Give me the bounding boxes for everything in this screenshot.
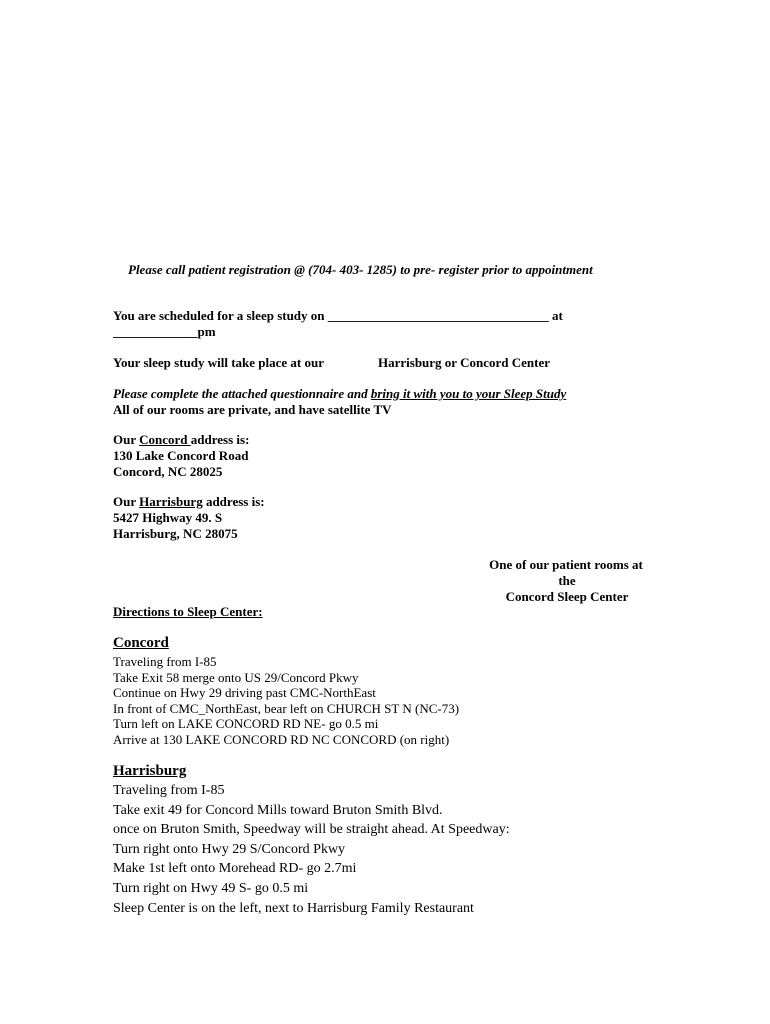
list-item: Turn right on Hwy 49 S- go 0.5 mi bbox=[113, 880, 309, 896]
concord-street: 130 Lake Concord Road bbox=[113, 448, 249, 463]
location-prefix: Your sleep study will take place at our bbox=[113, 355, 325, 370]
list-item: Take Exit 58 merge onto US 29/Concord Pkwy bbox=[113, 669, 359, 685]
scheduled-time-line: _____________pm bbox=[113, 324, 216, 339]
photo-caption-line3: Concord Sleep Center bbox=[505, 589, 629, 604]
list-item: Continue on Hwy 29 driving past CMC-NorthEast bbox=[113, 685, 376, 700]
list-item: Traveling from I-85 bbox=[113, 783, 225, 798]
harrisburg-address-label: Our Harrisburg address is: bbox=[113, 494, 265, 509]
list-item: Arrive at 130 LAKE CONCORD RD NC CONCORD (on right) bbox=[113, 731, 450, 747]
concord-address-label: Our Concord address is: bbox=[113, 432, 250, 447]
harrisburg-city: Harrisburg, NC 28075 bbox=[113, 526, 238, 541]
list-item: Traveling from I-85 bbox=[113, 654, 217, 669]
photo-caption-line1: One of our patient rooms at bbox=[489, 557, 643, 572]
harrisburg-street: 5427 Highway 49. S bbox=[113, 510, 223, 525]
concord-city: Concord, NC 28025 bbox=[113, 464, 223, 479]
concord-directions-list bbox=[113, 654, 459, 747]
rooms-note: All of our rooms are private, and have satellite TV bbox=[113, 402, 392, 417]
list-item: Turn right onto Hwy 29 S/Concord Pkwy bbox=[113, 841, 346, 857]
questionnaire-emphasis: bring it with you to your Sleep Study bbox=[370, 386, 567, 401]
scheduled-line: You are scheduled for a sleep study on __________________________________ at bbox=[113, 308, 563, 323]
questionnaire-instruction bbox=[113, 386, 566, 402]
list-item: Sleep Center is on the left, next to Harrisburg Family Restaurant bbox=[113, 900, 474, 916]
list-item: Take exit 49 for Concord Mills toward Bruton Smith Blvd. bbox=[113, 802, 443, 818]
list-item: In front of CMC_NorthEast, bear left on CHURCH ST N (NC-73) bbox=[113, 700, 460, 716]
concord-name: Concord bbox=[139, 432, 191, 447]
registration-notice: Please call patient registration @ (704- 403- 1285) to pre- register prior to appointment bbox=[128, 262, 593, 277]
harrisburg-name: Harrisburg bbox=[139, 494, 203, 509]
list-item: once on Bruton Smith, Speedway will be straight ahead. At Speedway: bbox=[113, 822, 510, 838]
harrisburg-directions-heading: Harrisburg bbox=[113, 763, 187, 779]
harrisburg-address-block bbox=[113, 494, 265, 542]
questionnaire-lead: Please complete the attached questionnaire and bbox=[113, 386, 371, 401]
location-options: Harrisburg or Concord Center bbox=[378, 355, 550, 370]
concord-address-block bbox=[113, 432, 249, 480]
concord-directions-heading: Concord bbox=[113, 635, 169, 651]
photo-caption bbox=[470, 557, 662, 605]
photo-caption-line2: the bbox=[558, 573, 576, 588]
harrisburg-directions-list bbox=[113, 781, 510, 918]
list-item: Turn left on LAKE CONCORD RD NE- go 0.5 mi bbox=[113, 716, 379, 731]
directions-heading: Directions to Sleep Center: bbox=[113, 604, 263, 619]
list-item: Make 1st left onto Morehead RD- go 2.7mi bbox=[113, 861, 357, 877]
